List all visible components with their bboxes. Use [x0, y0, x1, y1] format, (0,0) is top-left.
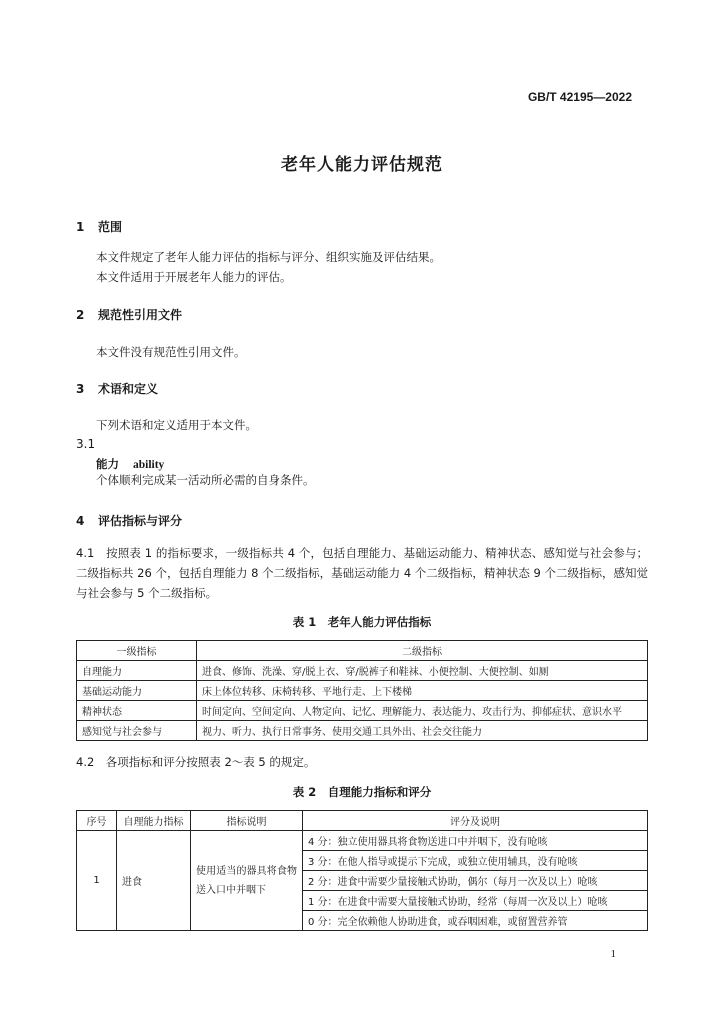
table-cell: 进食 [117, 831, 191, 931]
clause-4-2: 4.2 各项指标和评分按照表 2～表 5 的规定。 [76, 755, 316, 769]
table-header-cell: 一级指标 [77, 641, 197, 661]
table-1 [76, 640, 648, 741]
section-1-para-1: 本文件规定了老年人能力评估的指标与评分、组织实施及评估结果。 [96, 250, 441, 264]
table-row [77, 831, 648, 851]
table-2-caption: 表 2 自理能力指标和评分 [292, 785, 432, 799]
table-cell: 4 分：独立使用器具将食物送进口中并咽下，没有呛咳 [303, 831, 648, 851]
table-header-cell: 序号 [77, 811, 117, 831]
term-chinese: 能力 [96, 457, 119, 471]
table-cell: 时间定向、空间定向、人物定向、记忆、理解能力、表达能力、攻击行为、抑郁症状、意识水平 [197, 701, 648, 721]
table-cell: 床上体位转移、床椅转移、平地行走、上下楼梯 [197, 681, 648, 701]
table-header-cell: 自理能力指标 [117, 811, 191, 831]
table-cell: 0 分：完全依赖他人协助进食，或吞咽困难，或留置营养管 [303, 911, 648, 931]
table-cell: 基础运动能力 [77, 681, 197, 701]
section-1-para-2: 本文件适用于开展老年人能力的评估。 [96, 270, 292, 284]
section-1-heading: 1 范围 [76, 220, 123, 234]
table-2 [76, 810, 648, 931]
table-cell: 3 分：在他人指导或提示下完成，或独立使用辅具，没有呛咳 [303, 851, 648, 871]
table-row [77, 681, 648, 701]
table-row [77, 721, 648, 741]
table-cell: 1 分：在进食中需要大量接触式协助，经常（每周一次及以上）呛咳 [303, 891, 648, 911]
section-3-heading: 3 术语和定义 [76, 382, 159, 396]
term-english: ability [133, 459, 165, 471]
standard-number: GB/T 42195—2022 [527, 90, 632, 104]
table-row [77, 701, 648, 721]
table-1-caption: 表 1 老年人能力评估指标 [292, 615, 432, 629]
document-title: 老年人能力评估规范 [281, 155, 443, 175]
table-cell: 精神状态 [77, 701, 197, 721]
table-header-cell: 二级指标 [197, 641, 648, 661]
section-2-para-1: 本文件没有规范性引用文件。 [96, 345, 246, 359]
table-cell: 自理能力 [77, 661, 197, 681]
table-cell: 2 分：进食中需要少量接触式协助，偶尔（每月一次及以上）呛咳 [303, 871, 648, 891]
clause-4-1: 4.1 按照表 1 的指标要求，一级指标共 4 个，包括自理能力、基础运动能力、精神状态、感知觉与社会参与；二级指标共 26 个，包括自理能力 8 个二级指标，基础运动能力 4 个二级指标，精神状态 9 个二级指标，感知觉与社会参与 5 个二级指标。 [76, 546, 648, 600]
table-cell: 感知觉与社会参与 [77, 721, 197, 741]
table-cell: 视力、听力、执行日常事务、使用交通工具外出、社会交往能力 [197, 721, 648, 741]
table-header-cell: 评分及说明 [303, 811, 648, 831]
section-3-para-1: 下列术语和定义适用于本文件。 [96, 418, 257, 432]
table-cell: 进食、修饰、洗澡、穿/脱上衣、穿/脱裤子和鞋袜、小便控制、大便控制、如厕 [197, 661, 648, 681]
table-cell: 使用适当的器具将食物送入口中并咽下 [191, 831, 303, 931]
section-4-heading: 4 评估指标与评分 [76, 514, 183, 528]
table-header-row [77, 811, 648, 831]
page-number: 1 [610, 948, 616, 960]
table-header-row [77, 641, 648, 661]
table-row [77, 661, 648, 681]
term-definition: 个体顺利完成某一活动所必需的自身条件。 [96, 473, 315, 487]
table-cell: 1 [77, 831, 117, 931]
section-2-heading: 2 规范性引用文件 [76, 308, 183, 322]
clause-3-1-number: 3.1 [76, 437, 96, 451]
table-header-cell: 指标说明 [191, 811, 303, 831]
